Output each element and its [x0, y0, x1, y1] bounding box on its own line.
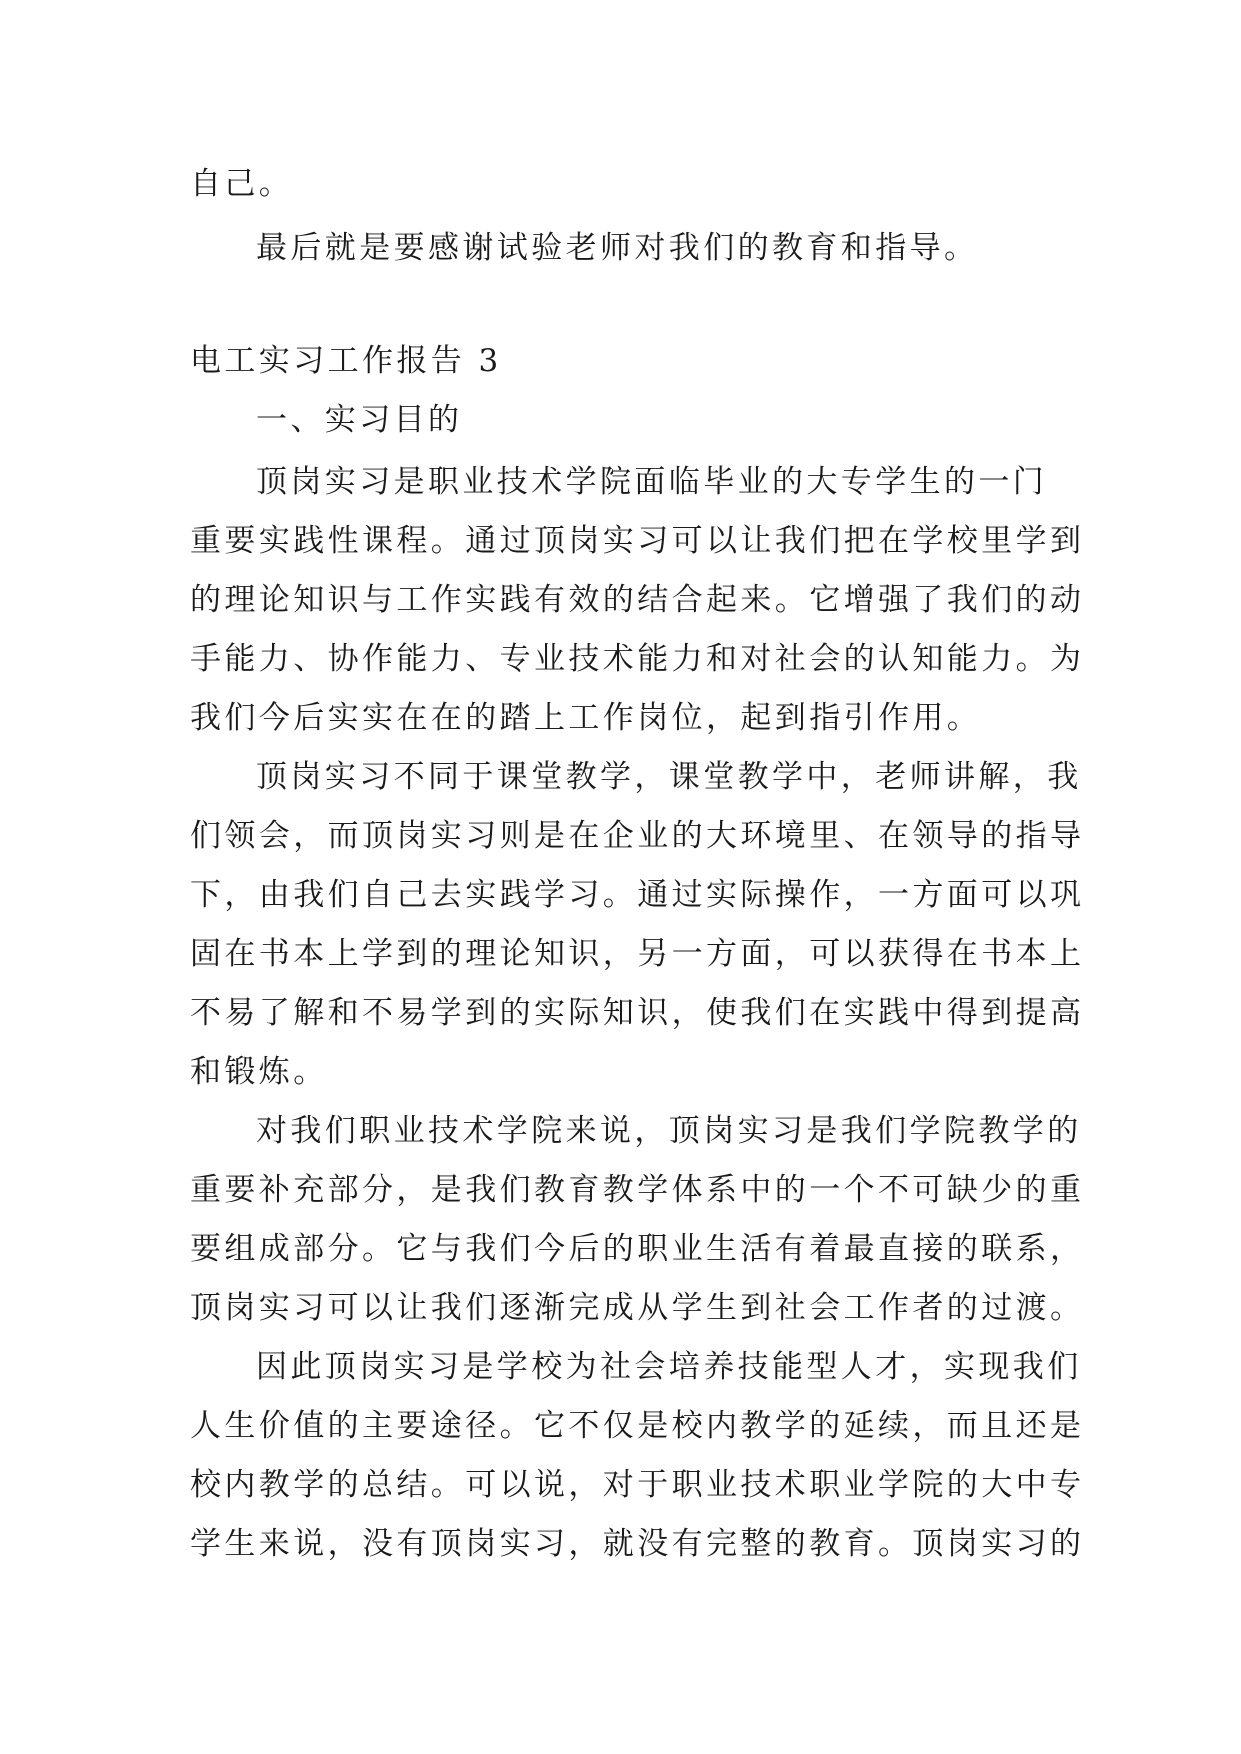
- subsection-heading: 一、实习目的: [256, 402, 463, 438]
- section-title: 电工实习工作报告 3: [190, 343, 502, 379]
- paragraph-line: 自己。: [190, 166, 294, 202]
- paragraph-line: 手能力、协作能力、专业技术能力和对社会的认知能力。为: [190, 641, 1085, 677]
- paragraph-line: 重要补充部分，是我们教育教学体系中的一个不可缺少的重: [190, 1172, 1085, 1208]
- paragraph-line: 因此顶岗实习是学校为社会培养技能型人才，实现我们: [256, 1349, 1082, 1385]
- paragraph-line: 和锻炼。: [190, 1054, 328, 1090]
- paragraph-line: 要组成部分。它与我们今后的职业生活有着最直接的联系，: [190, 1231, 1085, 1267]
- paragraph-line: 固在书本上学到的理论知识，另一方面，可以获得在书本上: [190, 936, 1085, 972]
- paragraph-line: 重要实践性课程。通过顶岗实习可以让我们把在学校里学到: [190, 523, 1085, 559]
- paragraph-line: 下，由我们自己去实践学习。通过实际操作，一方面可以巩: [190, 877, 1085, 913]
- paragraph-line: 顶岗实习可以让我们逐渐完成从学生到社会工作者的过渡。: [190, 1290, 1085, 1326]
- paragraph-line: 对我们职业技术学院来说，顶岗实习是我们学院教学的: [256, 1113, 1082, 1149]
- paragraph-line: 的理论知识与工作实践有效的结合起来。它增强了我们的动: [190, 582, 1085, 618]
- paragraph-line: 人生价值的主要途径。它不仅是校内教学的延续，而且还是: [190, 1408, 1085, 1444]
- paragraph-line: 们领会，而顶岗实习则是在企业的大环境里、在领导的指导: [190, 818, 1085, 854]
- paragraph-line: 顶岗实习是职业技术学院面临毕业的大专学生的一门: [256, 464, 1048, 500]
- paragraph-line: 顶岗实习不同于课堂教学，课堂教学中，老师讲解，我: [256, 759, 1082, 795]
- paragraph-line: 最后就是要感谢试验老师对我们的教育和指导。: [256, 230, 979, 266]
- paragraph-line: 我们今后实实在在的踏上工作岗位，起到指引作用。: [190, 700, 982, 736]
- paragraph-line: 校内教学的总结。可以说，对于职业技术职业学院的大中专: [190, 1467, 1085, 1503]
- paragraph-line: 学生来说，没有顶岗实习，就没有完整的教育。顶岗实习的: [190, 1526, 1085, 1562]
- paragraph-line: 不易了解和不易学到的实际知识，使我们在实践中得到提高: [190, 995, 1085, 1031]
